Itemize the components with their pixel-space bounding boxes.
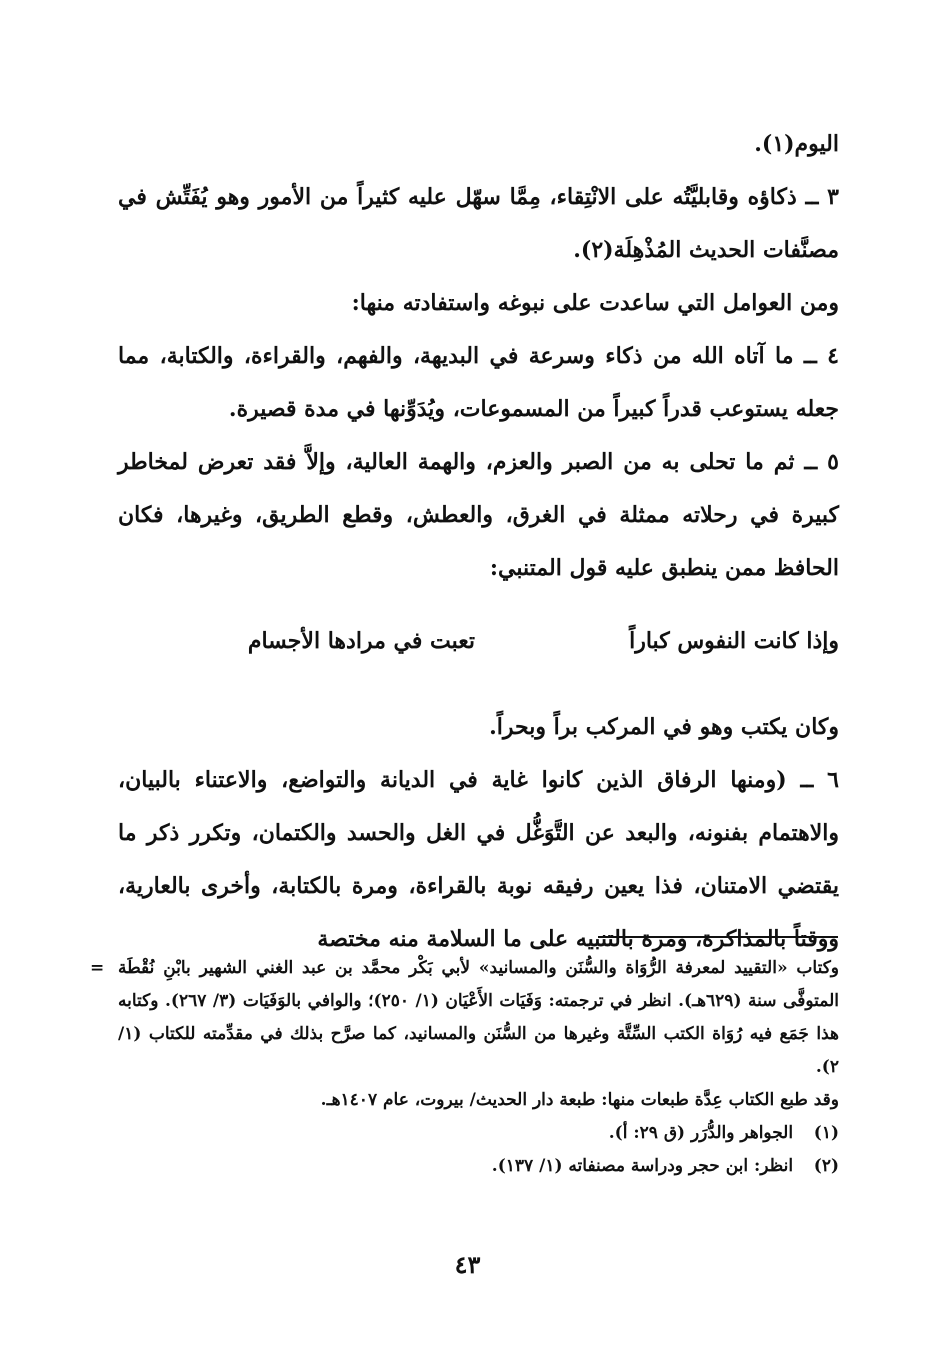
paragraph-writing: وكان يكتب وهو في المركب براً وبحراً. (489, 714, 839, 740)
main-text (118, 118, 839, 966)
verse-first-hemistich: وإذا كانت النفوس كباراً (629, 628, 839, 654)
footnote-number: (٢) (813, 1156, 839, 1176)
footnote-text: الجواهر والدُّرَر (ق ٢٩: أ). (608, 1123, 794, 1143)
paragraph-point-6: ٦ ــ (ومنها الرفاق الذين كانوا غاية في الديانة والتواضع، والاعتناء بالبيان، والاهتمام بفنونه، والبعد عن التَّوَغُّل في الغل والحسد والكتمان، وتكرر ذكر ما يقتضي الامتنان، فذا يعين رفيقه نوبة بالقراءة، ومرة بالكتابة، وأخرى بالعارية، ووقتاً بالمذاكرة، ومرة بالتنبيه على ما السلامة منه مختصة (118, 767, 839, 952)
footnote-2 (118, 1150, 839, 1183)
paragraph-point-4: ٤ ــ ما آتاه الله من ذكاء وسرعة في البديهة، والفهم، والقراءة، والكتابة، مما جعله يستوعب قدراً كبيراً من المسموعات، ويُدَوِّنها في مدة قصيرة. (118, 343, 839, 422)
paragraph-continuation: اليوم(١). (754, 131, 839, 157)
footnote-print-note: وقد طبع الكتاب عِدَّة طبعات منها: طبعة دار الحديث/ بيروت، عام ١٤٠٧هـ. (320, 1090, 839, 1110)
footnote-number: (١) (813, 1123, 839, 1143)
paragraph-intro: ومن العوامل التي ساعدت على نبوغه واستفادته منها: (351, 290, 839, 316)
footnote-separator (598, 936, 838, 938)
paragraph-point-5: ٥ ــ ثم ما تحلى به من الصبر والعزم، والهمة العالية، وإلاَّ فقد تعرض لمخاطر كبيرة في رحلاته ممثلة في الغرق، والعطش، وقطع الطريق، وغيرها، فكان الحافظ ممن ينطبق عليه قول المتنبي: (118, 449, 839, 581)
verse-second-hemistich: تعبت في مرادها الأجسام (247, 628, 475, 654)
footnote-continuation-text: وكتاب «التقييد لمعرفة الرُّوَاة والسُّنَن والمسانيد» لأبي بَكْر محمَّد بن عبد الغني الشهير بابْنِ نُقْطَة المتوفَّى سنة (٦٢٩هـ). انظر في ترجمته: وَفَيَات الأَعْيَان (١/ ٢٥٠)؛ والوافي بالوَفَيَات (٣/ ٢٦٧). وكتابه هذا جَمَع فيه رُوَاة الكتب السِّتَّة وغيرها من السُّنَن والمسانيد، كما صرَّح بذلك في مقدِّمته للكتاب (١/ ٢). (118, 958, 839, 1077)
paragraph-point-3: ٣ ــ ذكاؤه وقابليَّتُه على الانْتِقاء، مِمَّا سهّل عليه كثيراً من الأمور وهو يُفَتِّش في مصنَّفات الحديث المُذْهِلَة(٢). (118, 184, 839, 263)
continuation-mark: = (90, 958, 105, 978)
footnote-continuation (90, 952, 839, 1084)
footnote-text: انظر: ابن حجر ودراسة مصنفاته (١/ ١٣٧). (491, 1156, 794, 1176)
page-number: ٤٣ (454, 1250, 481, 1279)
footnotes (90, 952, 839, 1183)
footnote-1 (118, 1117, 839, 1150)
